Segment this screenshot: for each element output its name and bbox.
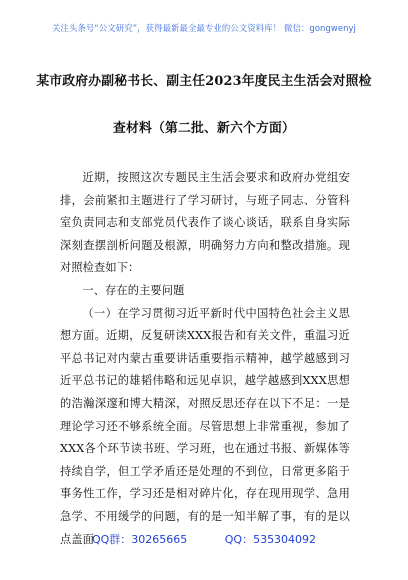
document-title-line-2: 查材料（第二批、新六个方面） (113, 121, 295, 136)
section-heading: 一、存在的主要问题 (82, 283, 185, 297)
section-paragraph: （一）在学习贯彻习近平新时代中国特色社会主义思想方面。近期，反复研读XXX报告和有关文件，重温习近平总书记对内蒙古重要讲话重要指示精神，越学越感到习近平总书记的雄韬伟略和远见卓识，越学越感到XXX思想的浩瀚深邃和博大精深，对照反思还存在以下不足：一是理论学习还不够系统全面。尽管思想上非常重视，参加了XXX各个环节读书班、学习班，也在通过书报、新媒体等持续自学，但工学矛盾还是处理的不到位，日常更多陷于事务性工作，学习还是相对碎片化，存在现用现学、急用急学、不用缓学的问题，有的是一知半解了事，有的是以点盖面 (60, 306, 350, 546)
header-banner: 关注头条号“公文研究”，获得最新最全最专业的公文资料库！ 微信：gongwenyj (52, 23, 356, 33)
footer-contact (0, 531, 408, 547)
footer-qq-group: QQ群：30265665 (91, 533, 188, 546)
intro-paragraph: 近期，按照这次专题民主生活会要求和政府办党组安排，会前紧扣主题进行了学习研讨，与班子同志、分管科室负责同志和支部党员代表作了谈心谈话，联系自身实际深刻查摆剖析问题及根源，明确努力方向和整改措施。现对照检查如下： (60, 171, 350, 275)
footer-qq: QQ：535304092 (224, 533, 317, 546)
document-title-line-1: 某市政府办副秘书长、副主任2023年度民主生活会对照检 (36, 74, 372, 89)
document-body (60, 167, 350, 551)
